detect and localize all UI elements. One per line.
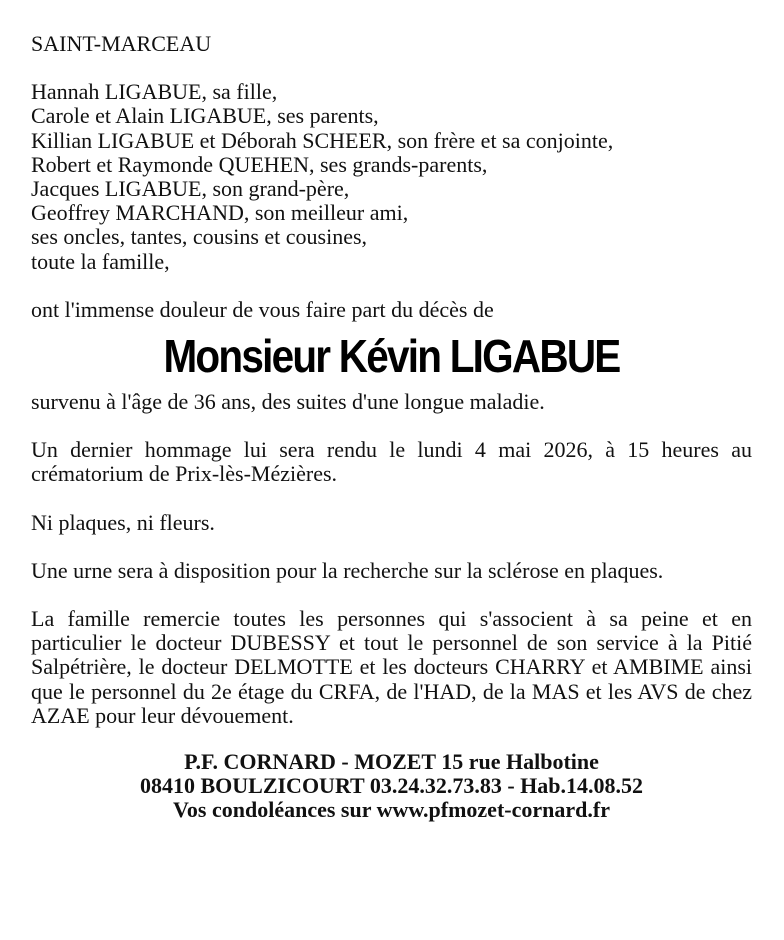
condolences-website: Vos condoléances sur www.pfmozet-cornard.fr <box>173 797 610 823</box>
deceased-name: Monsieur Kévin LIGABUE <box>163 330 620 383</box>
obituary-notice <box>31 32 752 822</box>
family-member: Jacques LIGABUE, son grand-père, <box>31 176 350 202</box>
donation-urn-notice: Une urne sera à disposition pour la recherche sur la sclérose en plaques. <box>31 557 664 583</box>
family-list <box>31 80 752 274</box>
age-and-cause: survenu à l'âge de 36 ans, des suites d'une longue maladie. <box>31 389 545 415</box>
funeral-details: Un dernier hommage lui sera rendu le lundi 4 mai 2026, à 15 heures au crématorium de Prix-lès-Mézières. <box>31 437 752 487</box>
announcement-intro: ont l'immense douleur de vous faire part du décès de <box>31 296 494 322</box>
funeral-home-name-address: P.F. CORNARD - MOZET 15 rue Halbotine <box>184 749 599 775</box>
family-member: Carole et Alain LIGABUE, ses parents, <box>31 103 379 129</box>
funeral-home-info <box>31 750 752 822</box>
town-name: SAINT-MARCEAU <box>31 31 212 56</box>
family-member: Robert et Raymonde QUEHEN, ses grands-parents, <box>31 151 488 177</box>
flowers-notice: Ni plaques, ni fleurs. <box>31 509 215 535</box>
family-member: Killian LIGABUE et Déborah SCHEER, son frère et sa conjointe, <box>31 127 614 153</box>
family-member: toute la famille, <box>31 248 170 274</box>
family-member: ses oncles, tantes, cousins et cousines, <box>31 224 368 250</box>
family-member: Hannah LIGABUE, sa fille, <box>31 79 278 105</box>
family-member: Geoffrey MARCHAND, son meilleur ami, <box>31 200 409 226</box>
acknowledgements: La famille remercie toutes les personnes qui s'associent à sa peine et en particulier le docteur DUBESSY et tout le personnel de son service à la Pitié Salpétrière, le docteur DELMOTTE et les docteurs CHARRY et AMBIME ainsi que le personnel du 2e étage du CRFA, de l'HAD, de la MAS et les AVS de chez AZAE pour leur dévouement. <box>31 606 752 728</box>
funeral-home-phone: 08410 BOULZICOURT 03.24.32.73.83 - Hab.14.08.52 <box>139 773 644 799</box>
